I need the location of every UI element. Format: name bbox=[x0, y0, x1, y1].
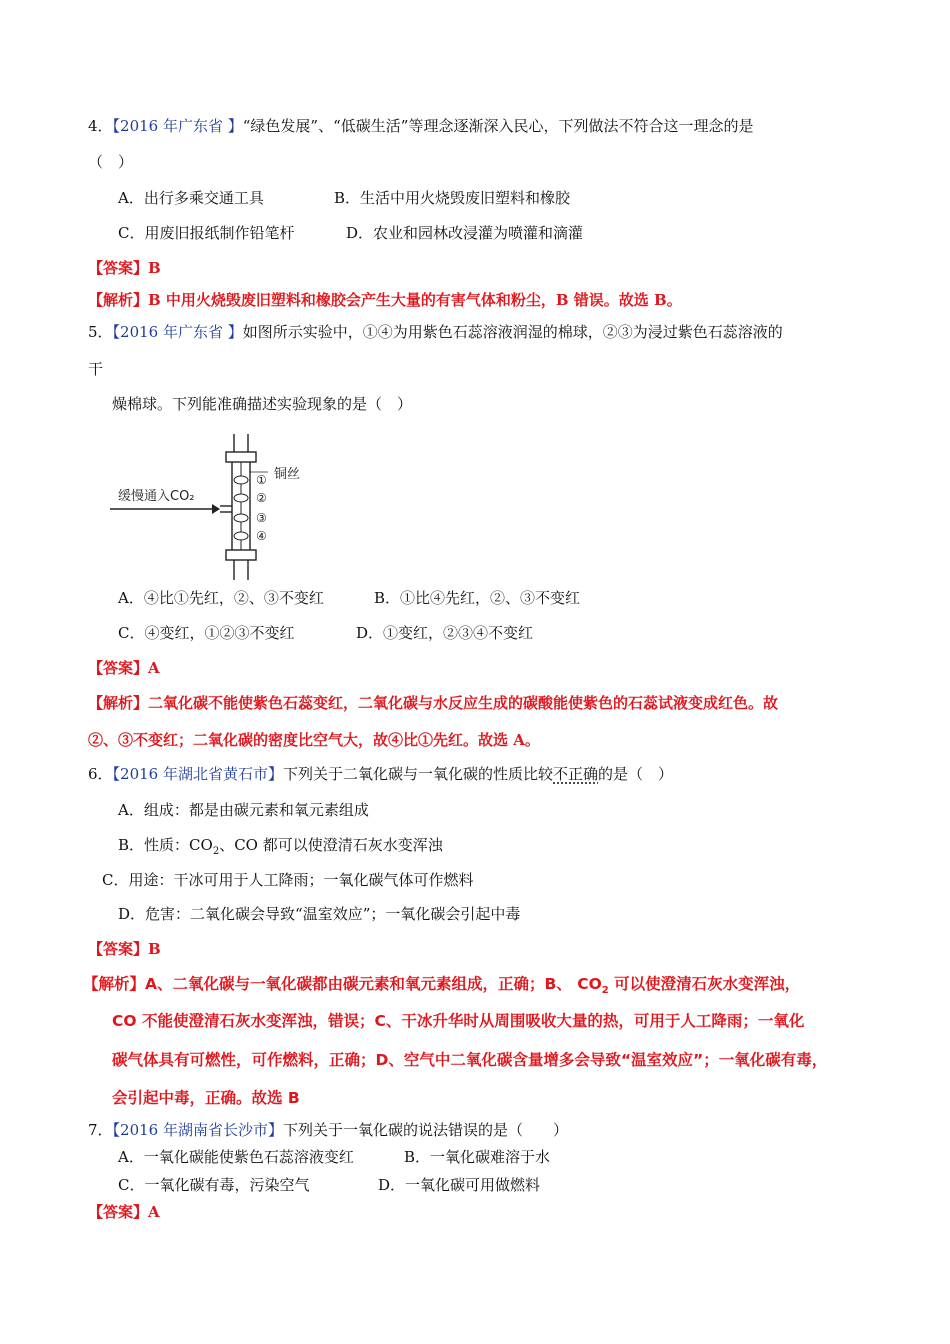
option-a: A．一氧化碳能使紫色石蕊溶液变红 bbox=[118, 1148, 354, 1166]
question-number: 5． bbox=[88, 323, 113, 341]
analysis-line-1-post: 可以使澄清石灰水变浑浊， bbox=[608, 975, 801, 993]
question-5-stem-cont: 干 bbox=[88, 360, 104, 378]
question-7-stem bbox=[88, 1120, 568, 1140]
option-c: C．用废旧报纸制作铅笔杆 bbox=[118, 224, 295, 242]
inlet-label: 缓慢通入CO₂ bbox=[118, 489, 195, 504]
question-source: 【2016 年湖南省长沙市】 bbox=[112, 1121, 283, 1139]
option-b bbox=[118, 835, 443, 862]
question-number: 7． bbox=[88, 1121, 113, 1139]
inlet-arrow bbox=[110, 504, 220, 514]
analysis-line-1-sub: 2 bbox=[601, 985, 609, 997]
option-b: B．①比④先红，②、③不变红 bbox=[374, 589, 581, 607]
ball-label-1: ① bbox=[256, 473, 267, 487]
option-d: D．一氧化碳可用做燃料 bbox=[378, 1176, 541, 1194]
option-b-post: 、CO 都可以使澄清石灰水变浑浊 bbox=[219, 836, 443, 854]
answer: 【答案】A bbox=[88, 1203, 160, 1221]
glass-tube bbox=[220, 434, 256, 580]
question-6-stem bbox=[88, 764, 673, 784]
option-c: C．④变红，①②③不变红 bbox=[118, 624, 295, 642]
question-text-post: 的是（ ） bbox=[598, 765, 674, 783]
wire-label: 铜丝 bbox=[274, 467, 301, 482]
question-text-pre: 下列关于二氧化碳与一氧化碳的性质比较 bbox=[283, 765, 554, 783]
option-d: D．危害：二氧化碳会导致“温室效应”；一氧化碳会引起中毒 bbox=[118, 905, 521, 923]
option-c: C．一氧化碳有毒，污染空气 bbox=[118, 1176, 310, 1194]
emphasis-text: 不正确 bbox=[553, 765, 599, 783]
analysis-line-2: CO 不能使澄清石灰水变浑浊，错误；C、干冰升华时从周围吸收大量的热，可用于人工降雨；一氧化 bbox=[112, 1012, 805, 1030]
question-source: 【2016 年广东省 】 bbox=[112, 323, 243, 341]
analysis-line-1: 【解析】二氧化碳不能使紫色石蕊变红，二氧化碳与水反应生成的碳酸能使紫色的石蕊试液变成红色。故 bbox=[88, 694, 779, 712]
option-d: D．农业和园林改浸灌为喷灌和滴灌 bbox=[346, 224, 584, 242]
answer: 【答案】A bbox=[88, 659, 160, 677]
question-number: 4． bbox=[88, 117, 113, 135]
experiment-figure bbox=[108, 432, 328, 582]
analysis: 【解析】B 中用火烧毁废旧塑料和橡胶会产生大量的有害气体和粉尘，B 错误。故选 B。 bbox=[88, 291, 682, 309]
analysis-line-1-pre: 【解析】A、二氧化碳与一氧化碳都由碳元素和氧元素组成，正确；B、 CO bbox=[83, 975, 602, 993]
question-4-stem bbox=[88, 116, 753, 136]
question-5-stem bbox=[88, 322, 783, 342]
option-b-pre: B．性质：CO bbox=[118, 836, 213, 854]
ball-label-4: ④ bbox=[256, 529, 267, 543]
ball-label-3: ③ bbox=[256, 511, 267, 525]
option-a: A．④比①先红，②、③不变红 bbox=[118, 589, 324, 607]
question-5-stem-line2: 燥棉球。下列能准确描述实验现象的是（ ） bbox=[112, 395, 413, 413]
option-b: B．一氧化碳难溶于水 bbox=[404, 1148, 551, 1166]
option-a: A．组成：都是由碳元素和氧元素组成 bbox=[118, 801, 369, 819]
ball-label-2: ② bbox=[256, 491, 267, 505]
analysis-line-3: 碳气体具有可燃性，可作燃料，正确；D、空气中二氧化碳含量增多会导致“温室效应”；一氧化碳有毒， bbox=[112, 1051, 828, 1069]
question-text: “绿色发展”、“低碳生活”等理念逐渐深入民心，下列做法不符合这一理念的是 bbox=[242, 117, 754, 135]
analysis-line-2: ②、③不变红；二氧化碳的密度比空气大，故④比①先红。故选 A。 bbox=[88, 731, 540, 749]
option-c: C．用途：干冰可用于人工降雨；一氧化碳气体可作燃料 bbox=[102, 871, 474, 889]
analysis-line-1 bbox=[83, 974, 800, 1001]
question-number: 6． bbox=[88, 765, 113, 783]
question-4-paren: （ ） bbox=[88, 153, 134, 171]
question-source: 【2016 年广东省 】 bbox=[112, 117, 243, 135]
option-b-sub: 2 bbox=[212, 846, 220, 857]
option-b: B．生活中用火烧毁废旧塑料和橡胶 bbox=[334, 189, 571, 207]
answer: 【答案】B bbox=[88, 259, 161, 277]
question-source: 【2016 年湖北省黄石市】 bbox=[112, 765, 283, 783]
answer: 【答案】B bbox=[88, 940, 161, 958]
option-a: A．出行多乘交通工具 bbox=[118, 189, 264, 207]
question-text: 如图所示实验中，①④为用紫色石蕊溶液润湿的棉球，②③为浸过紫色石蕊溶液的 bbox=[242, 323, 783, 341]
analysis-line-4: 会引起中毒，正确。故选 B bbox=[112, 1089, 300, 1107]
option-d: D．①变红，②③④不变红 bbox=[356, 624, 534, 642]
question-text: 下列关于一氧化碳的说法错误的是（ ） bbox=[283, 1121, 569, 1139]
